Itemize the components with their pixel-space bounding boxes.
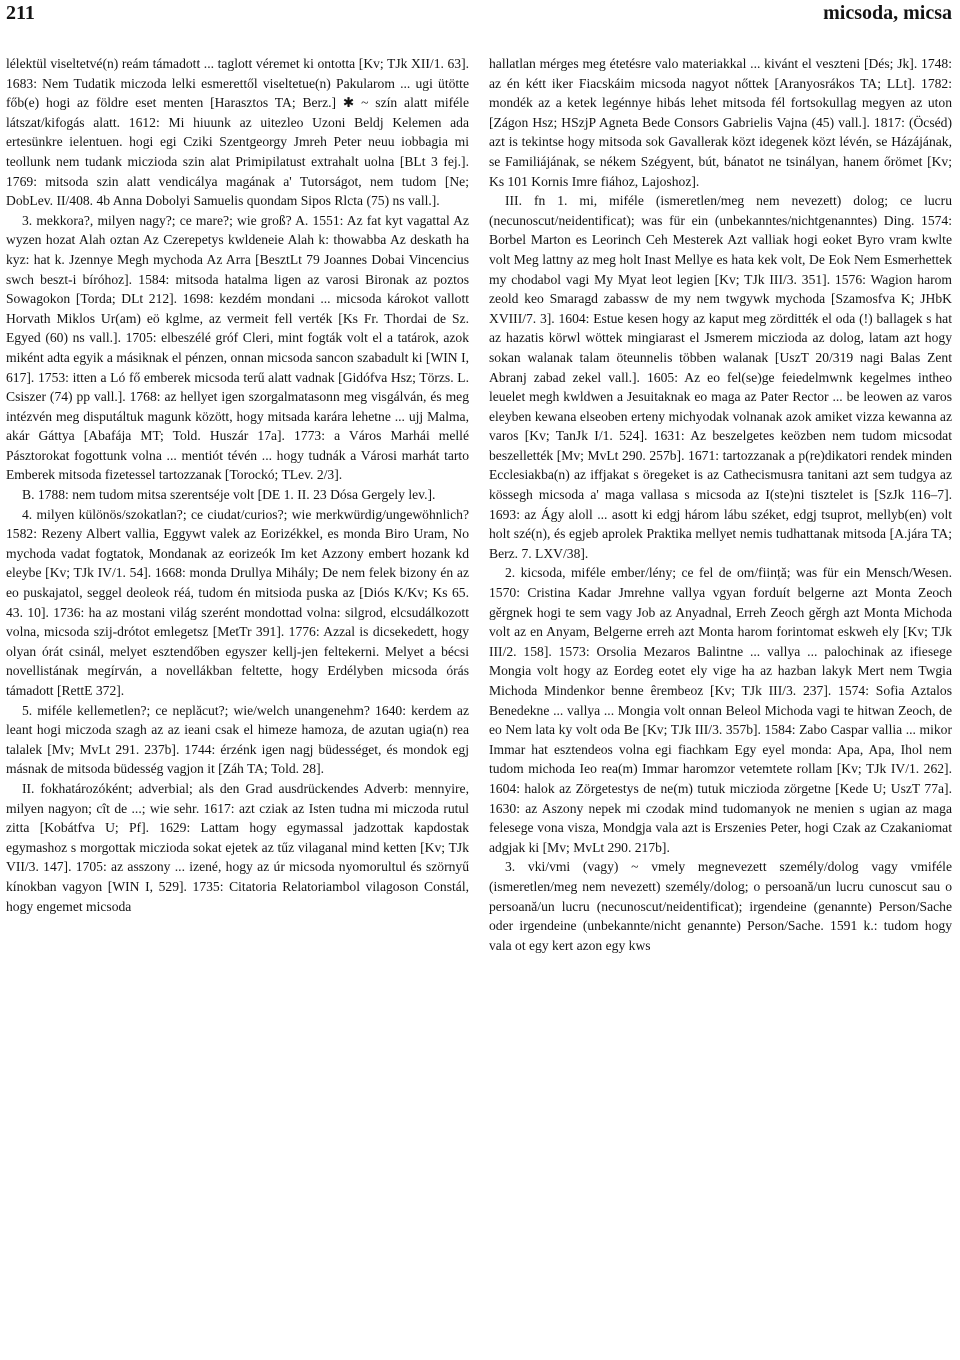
paragraph-noun-3: 3. vki/vmi (vagy) ~ vmely megnevezett személy/dolog vagy vmiféle (ismeretlen/meg nem nevezett) személy/dolog; o persoană/un lucru cunoscut sau o persoană/un lucru (necunoscut/neidentificat); irgendeine (genannte) Person/Sache oder irgendeine (unbekannte/nicht genannte) Person/Sache. 1591 k.: tudom hogy vala ot egy kert azon egy kws <box>489 859 952 953</box>
text-columns <box>6 54 952 955</box>
right-column <box>489 54 952 955</box>
paragraph-sense-3b: B. 1788: nem tudom mitsa szerentséje volt [DE 1. II. 23 Dósa Gergely lev.]. <box>22 487 436 503</box>
paragraph-sense-4: 4. milyen különös/szokatlan?; ce ciudat/curios?; wie merkwürdig/ungewöhnlich? 1582: Rezeny Albert vallia, Eggywt valek az Eorizékkel, es monda Biro Uram, No mychoda vadat fogtatok, Mondanak az eorizeók Im ket Azzony embert hozank kd eleybe [Kv; TJk IV/1. 54]. 1668: monda Drullya Mihály; De nem felek bizony én az eo puskajatol, seggel deoleok réá, tudom én mitsioda puska az [Diós K/Kv; Ks 65. 43. 10]. 1736: ha az mostani világ szerént mondottad volna: silgrod, elcsudálkozott volna, micsoda szij-drótot emlegetsz [MetTr 391]. 1776: Azzal is dicsekedett, hogy olyan órát csinál, melyet esztendőben egyszer kellj-jen feltekerni. Melyet a bécsi novellistának megírván, a novellákban feltette, hogy Erdélyben micsoda órás támadott [RettE 372]. <box>6 506 469 698</box>
paragraph-sense-5: 5. miféle kellemetlen?; ce neplăcut?; wie/welch unangenehm? 1640: kerdem az leant hogi miczoda szagh az az ieani csak el himeze hamoza, de azutan ugia(n) rea talalek [Mv; MvLt 291. 237b]. 1744: érzénk igen nagj büdességet, és mondok egj másnak de mitsoda büdesség vagjon it [Záh TA; Told. 28]. <box>6 702 469 777</box>
paragraph-section-3: III. fn 1. mi, miféle (ismeretlen/meg nem nevezett) dolog; ce lucru (necunoscut/neidentificat); was für ein (unbekanntes/nichtgenanntes) Ding. 1574: Borbel Marton es Leorinch Ceh Mesterek Azt valliak hogi eoket Byro vram kwlte volt Meg lattny az meg holt Inast Mellye es hata kek volt, De Eok Nem Esmerhettek my chodabol vagi My Myat leot legien [Kv; TJk III/3. 351]. 1576: Wagion harom zeold keo Smaragd zabassw de my nem twgywk mychoda [Szamosfva K; JHbK XVIII/7. 3]. 1604: Estue kesen hogy az kaput meg zörditték el oda (!) ballagek s hat az hazatis körwl wöttek mingiarast el Jsmerem miczioda az dolog, latam azt hogy sokan walanak talam öteunnelis többen walanak [UszT 20/319 nagi Balas Zent Abranj zabad zekel vall.]. 1605: Az eo fel(se)ge feiedelmwnk kegelmes intheo leuelet megh kwldwen a Jesuitaknak eo maga az Pater Rector ... be leowen az varos eleyben kewana elseoben erteny michyodak volnanak azok amiket vizza kewanna az varos [Kv; TanJk I/1. 524]. 1631: Az beszelgetes keözben nem tudom micsodat beszellették [Mv; MvLt 290. 257b]. 1671: tartozzanak a p(re)dikatori rendek minden Ecclesiakba(n) az iffjakat s öregeket is az Cathecismusra tanitani azt sem tudgya az kössegh micsoda a' maga vallasa s micsoda az I(ste)ni tisztelet is [SzJk 116–7]. 1693: az Ágy aloll ... asott ki edgj három lábu széket, edgj tsuprot, mellyb(en) volt holt szé(n), és egjeb aprolek Praktika mellyet nemis tudhattanak mitsoda [A.jára TA; Berz. 7. LXV/38]. <box>489 193 952 561</box>
paragraph-continuation: lélektül viseltetvé(n) reám támadott ... taglott véremet ki ontotta [Kv; TJk XII/1. 63]. 1683: Nem Tudatik miczoda lelki esmerettől viseltetue(n) Pakularom ... ugi ütötte főb(e) hogi az földre eset menten [Harasztos TA; Berz.] ✱ ~ szín alatt miféle látszat/kifogás alatt. 1612: Mi hiuunk az uitezleo Uzoni Beldj Kelemen ada ertesünkre ielentuen. hogi egi Cziki Szentgeorgy Jmreh Peter neuu iobbagia mi teollunk nem tudank miczioda szin alat Primipilatust extrahalt uolna [BLt 3 fej.]. 1769: mitsoda szin alatt vendicálya magának a' Tutorságot, nem tudom [Ne; DobLev. II/408. 4b Anna Dobolyi Samuelis quondam Sipos Rlcta (75) ns vall.]. <box>6 56 469 209</box>
paragraph-sense-3: 3. mekkora?, milyen nagy?; ce mare?; wie groß? A. 1551: Az fat kyt vagattal Az wyzen hozat Alah oztan Az Czerepetys kwldeneie Alah k: thowabba Az deskath ha kyz: hat k. Jzennye Megh mychoda Az Arra [BesztLt 79 Joannes Dobai Vincencius swch beszt-i bíróhoz]. 1584: mitsoda hatalma ligen az varosi Bironak az poztos Sowagokon [Torda; DLt 212]. 1698: kezdém mondani ... micsoda károkot vallott Horvath Miklos Ur(am) eö kglme, az vermeit fell verték [Ks Fr. Thordai de Sz. Egyed (60) ns vall.]. 1705: elbeszélé gróf Cleri, mint fogták volt el a tatárok, azok miként adta egyik a másiknak el pénzen, onnan micsoda sancon szabadult ki [WIN I, 617]. 1753: itten a Ló fő emberek micsoda terű alatt vadnak [Gidófva Hsz; Törzs. L. Csiszer (74) pp vall.]. 1768: az hellyet igen szorgalmatasonn meg visgálván, és meg intézvén meg disputáltuk magunk között, hogy mitsada karára lehetne ... ujj Malma, akár Gáttya [Abafája MT; Told. Huszár 17a]. 1773: a Város Marhái mellé Pásztorokat fogottunk volna ... mentiót tévén ... hogy tudnák a Városi marhát tarto Emberek mitsoda fizetessel tartozzanak [Torockó; TLev. 2/3]. <box>6 212 469 483</box>
running-head: micsoda, micsa <box>823 2 952 24</box>
page-number: 211 <box>6 2 35 24</box>
left-column <box>6 54 469 955</box>
paragraph-noun-2: 2. kicsoda, miféle ember/lény; ce fel de om/ființă; was für ein Mensch/Wesen. 1570: Cristina Kadar Jmrehne vallya vgyan forduít belgerne azt Monta Zeoch gěrgnek hogi te sem vagy Job az Anyadnal, Erreh Zeoch gěrgh azt Monta Michoda volt az en Anyam, Belgerne erreh azt Monta harom forintomat eskweh ely [Kv; TJk III/2. 158]. 1573: Orsolia Mezaros Balintne ... vallya ... palochinak az ifiesege Mongia volt hogy az Eordeg eotet ely vige ha az hazban lakyk Mert nem Twgia Michoda Mindenkor benne êrembeoz [Kv; TJk III/3. 237]. 1574: Sofia Aztalos Benedekne ... vallya ... Mongia volt onnan Beleol Michoda vagi te hitwan Zeoch, de eo Nem lata ky volt oda Be [Kv; TJk III/3. 357b]. 1584: Zabo Caspar vallia ... mikor Immar hat esztendeos volna egi fiachkam Egy eyel monda: Apa, Apa, Ihol nem tudom michoda Ieo rea(m) Immar haromzor vetemtete rollam [Kv; TJk IV/1. 262]. 1604: halok az Zörgetestys de ne(m) tutuk miczioda zörgetne [Kede U; UszT 77a]. 1630: az Aszony nepek mi czodak mind tudomanyok ne menien s ugian az maga felesege vona visza, Mondgja vala azt is Erszenies Peter, hogi Czak az Czakaniomat adgjak ki [Mv; MvLt 290. 217b]. <box>489 565 952 855</box>
paragraph-section-2: II. fokhatározóként; adverbial; als den Grad ausdrückendes Adverb: mennyire, milyen nagyon; cît de ...; wie sehr. 1617: azt cziak az Isten tudna mi miczoda rutul zitta [Kobátfva U; Pf]. 1629: Lattam hogy egymassal jadzottak kapdostak egymashoz s morgottak miczioda sokat ejetek az tűz vilaganal mind ketten [Kv; TJk VII/3. 147]. 1705: az asszony ... izené, hogy az úr micsoda nyomorultul és szörnyű kínokban vagyon [WIN I, 529]. 1735: Citatoria Relatoriambol vilagoson Constál, hogy engemet micsoda <box>6 780 469 914</box>
paragraph-continuation: hallatlan mérges meg étetésre valo materiakkal ... kivánt el veszteni [Dés; Jk]. 1748: az én kétt iker Fiacskáim micsoda nagyot nőttek [Aranyosrákos TA; LLt]. 1782: mondék az a ketek legénnye hibás lehet mitsoda fél fortsokullag megyen az uton [Zágon Hsz; HSzjP Agneta Bede Consors Gabrielis Vajna (45) vall.]. 1817: (Öcséd) azt is tekintse hogy mitsoda sok Gavallerak közt idegenek közt lévén, se Házájának, se Familiájának, se nékem Szégyent, bút, bánatot ne tsinályan, hanem őrömet [Kv; Ks 101 Kornis Imre fiához, Lajoshoz]. <box>489 56 952 189</box>
page-header <box>6 0 952 36</box>
